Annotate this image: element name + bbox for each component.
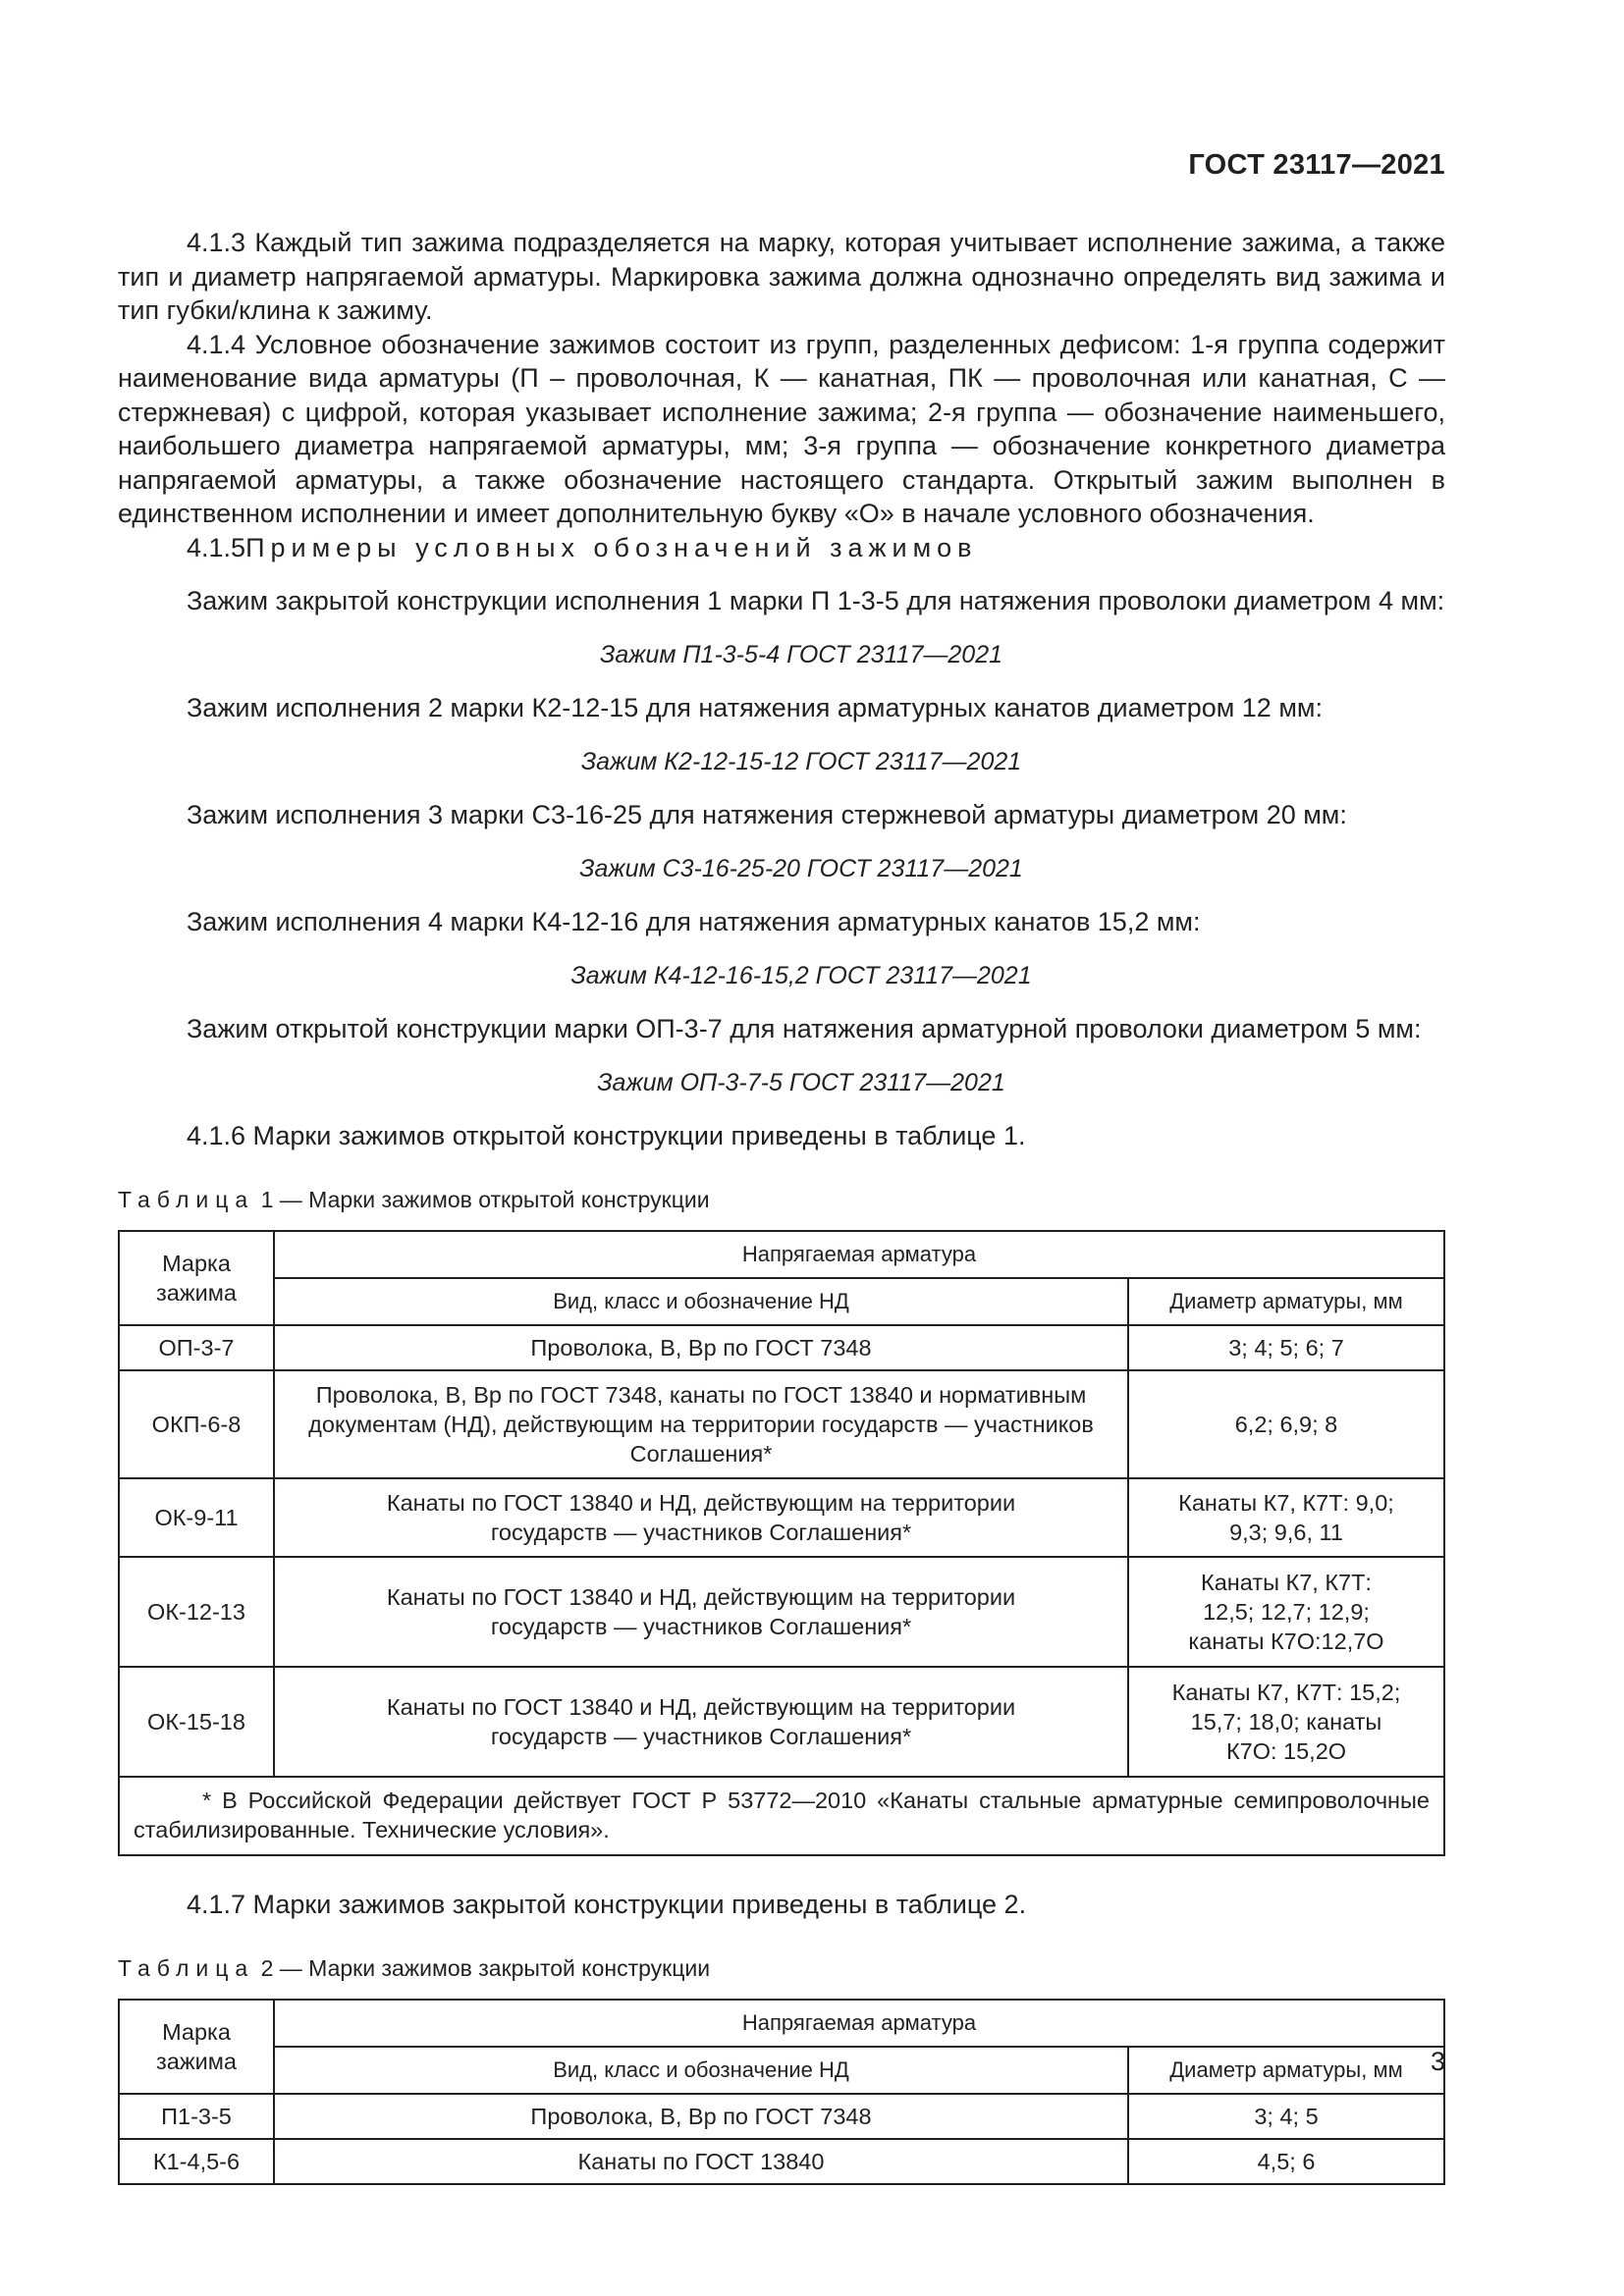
example-designation: Зажим С3-16-25-20 ГОСТ 23117—2021 — [579, 854, 1023, 882]
table-1-caption — [118, 1183, 1445, 1217]
header-mark: Марка зажима — [119, 1231, 274, 1325]
example-description: Зажим открытой конструкции марки ОП-3-7 для натяжения арматурной проволоки диаметром 5 мм: — [187, 1014, 1422, 1043]
table-row — [119, 1667, 1444, 1777]
table-row — [119, 2139, 1444, 2184]
table-caption-text: 1 — Марки зажимов открытой конструкции — [260, 1186, 710, 1212]
table-caption-text: 2 — Марки зажимов закрытой конструкции — [260, 1954, 711, 1981]
example-3 — [118, 798, 1445, 885]
example-description: Зажим исполнения 4 марки К4-12-16 для натяжения арматурных канатов 15,2 мм: — [187, 907, 1201, 936]
table-row — [119, 1370, 1444, 1478]
cell-type: Канаты по ГОСТ 13840 и НД, действующим на территории государств — участников Соглашения* — [274, 1478, 1128, 1557]
page-content — [118, 226, 1445, 2185]
table-row — [119, 1478, 1444, 1557]
cell-mark: П1-3-5 — [119, 2094, 274, 2139]
cell-type: Проволока, В, Вр по ГОСТ 7348 — [274, 1325, 1128, 1370]
header-group: Напрягаемая арматура — [274, 1231, 1444, 1278]
table-footnote: * В Российской Федерации действует ГОСТ Р 53772—2010 «Канаты стальные арматурные семипроволочные стабилизированные. Технические условия». — [119, 1777, 1444, 1855]
header-mark: Марка зажима — [119, 2000, 274, 2094]
cell-mark: ОК-12-13 — [119, 1557, 274, 1667]
cell-mark: ОП-3-7 — [119, 1325, 274, 1370]
cell-type: Проволока, В, Вр по ГОСТ 7348 — [274, 2094, 1128, 2139]
example-1 — [118, 584, 1445, 671]
paragraph-4-1-5 — [118, 531, 1445, 565]
header-diameter: Диаметр арматуры, мм — [1128, 1278, 1444, 1325]
paragraph-4-1-5-title: Примеры условных обозначений зажимов — [245, 532, 978, 562]
header-type: Вид, класс и обозначение НД — [274, 2047, 1128, 2094]
document-id: ГОСТ 23117—2021 — [1188, 149, 1445, 181]
paragraph-4-1-7: 4.1.7 Марки зажимов закрытой конструкции приведены в таблице 2. — [187, 1890, 1027, 1919]
cell-mark: К1-4,5-6 — [119, 2139, 274, 2184]
example-5 — [118, 1012, 1445, 1099]
cell-type: Канаты по ГОСТ 13840 и НД, действующим на территории государств — участников Соглашения* — [274, 1667, 1128, 1777]
cell-mark: ОК-15-18 — [119, 1667, 274, 1777]
example-description: Зажим исполнения 2 марки К2-12-15 для натяжения арматурных канатов диаметром 12 мм: — [187, 693, 1323, 722]
example-description: Зажим исполнения 3 марки С3-16-25 для натяжения стержневой арматуры диаметром 20 мм: — [187, 800, 1347, 829]
example-designation: Зажим К4-12-16-15,2 ГОСТ 23117—2021 — [570, 961, 1032, 989]
cell-diameter: 3; 4; 5 — [1128, 2094, 1444, 2139]
cell-mark: ОК-9-11 — [119, 1478, 274, 1557]
table-2 — [118, 1999, 1445, 2185]
example-description: Зажим закрытой конструкции исполнения 1 марки П 1-3-5 для натяжения проволоки диаметром 4 мм: — [187, 586, 1445, 615]
table-row — [119, 1325, 1444, 1370]
table-1 — [118, 1230, 1445, 1856]
example-designation: Зажим К2-12-15-12 ГОСТ 23117—2021 — [580, 747, 1022, 775]
table-caption-word: Таблица — [118, 1954, 255, 1981]
header-diameter: Диаметр арматуры, мм — [1128, 2047, 1444, 2094]
page-number: 3 — [1430, 2047, 1445, 2076]
cell-mark: ОКП-6-8 — [119, 1370, 274, 1478]
example-designation: Зажим П1-3-5-4 ГОСТ 23117—2021 — [599, 640, 1003, 668]
table-caption-word: Таблица — [118, 1186, 255, 1212]
paragraph-4-1-5-number: 4.1.5 — [187, 532, 246, 562]
paragraph-4-1-4: 4.1.4 Условное обозначение зажимов состоит из групп, разделенных дефисом: 1-я группа содержит наименование вида арматуры (П – проволочная, К — канатная, ПК — проволочная или канатная, С — стержневая) с цифрой, которая указывает исполнение зажима; 2-я группа — обозначение наименьшего, наибольшего диаметра напрягаемой арматуры, мм; 3-я группа — обозначение конкретного диаметра напрягаемой арматуры, а также обозначение настоящего стандарта. Открытый зажим выполнен в единственном исполнении и имеет дополнительную букву «О» в начале условного обозначения. — [118, 329, 1445, 528]
cell-diameter: 3; 4; 5; 6; 7 — [1128, 1325, 1444, 1370]
cell-diameter: Канаты К7, К7Т: 15,2; 15,7; 18,0; канаты К7О: 15,2О — [1128, 1667, 1444, 1777]
table-row — [119, 2094, 1444, 2139]
cell-type: Канаты по ГОСТ 13840 — [274, 2139, 1128, 2184]
cell-diameter: 6,2; 6,9; 8 — [1128, 1370, 1444, 1478]
cell-type: Проволока, В, Вр по ГОСТ 7348, канаты по ГОСТ 13840 и нормативным документам (НД), действующим на территории государств — участников Соглашения* — [274, 1370, 1128, 1478]
header-type: Вид, класс и обозначение НД — [274, 1278, 1128, 1325]
cell-diameter: 4,5; 6 — [1128, 2139, 1444, 2184]
cell-diameter: Канаты К7, К7Т: 12,5; 12,7; 12,9; канаты К7О:12,7О — [1128, 1557, 1444, 1667]
cell-diameter: Канаты К7, К7Т: 9,0; 9,3; 9,6, 11 — [1128, 1478, 1444, 1557]
table-2-caption — [118, 1951, 1445, 1986]
example-designation: Зажим ОП-3-7-5 ГОСТ 23117—2021 — [597, 1068, 1005, 1096]
example-2 — [118, 691, 1445, 778]
header-group: Напрягаемая арматура — [274, 2000, 1444, 2047]
cell-type: Канаты по ГОСТ 13840 и НД, действующим на территории государств — участников Соглашения* — [274, 1557, 1128, 1667]
table-row — [119, 1557, 1444, 1667]
paragraph-4-1-6: 4.1.6 Марки зажимов открытой конструкции приведены в таблице 1. — [187, 1121, 1026, 1150]
example-4 — [118, 905, 1445, 992]
paragraph-4-1-3: 4.1.3 Каждый тип зажима подразделяется на марку, которая учитывает исполнение зажима, а также тип и диаметр напрягаемой арматуры. Маркировка зажима должна однозначно определять вид зажима и тип губки/клина к зажиму. — [118, 228, 1445, 325]
